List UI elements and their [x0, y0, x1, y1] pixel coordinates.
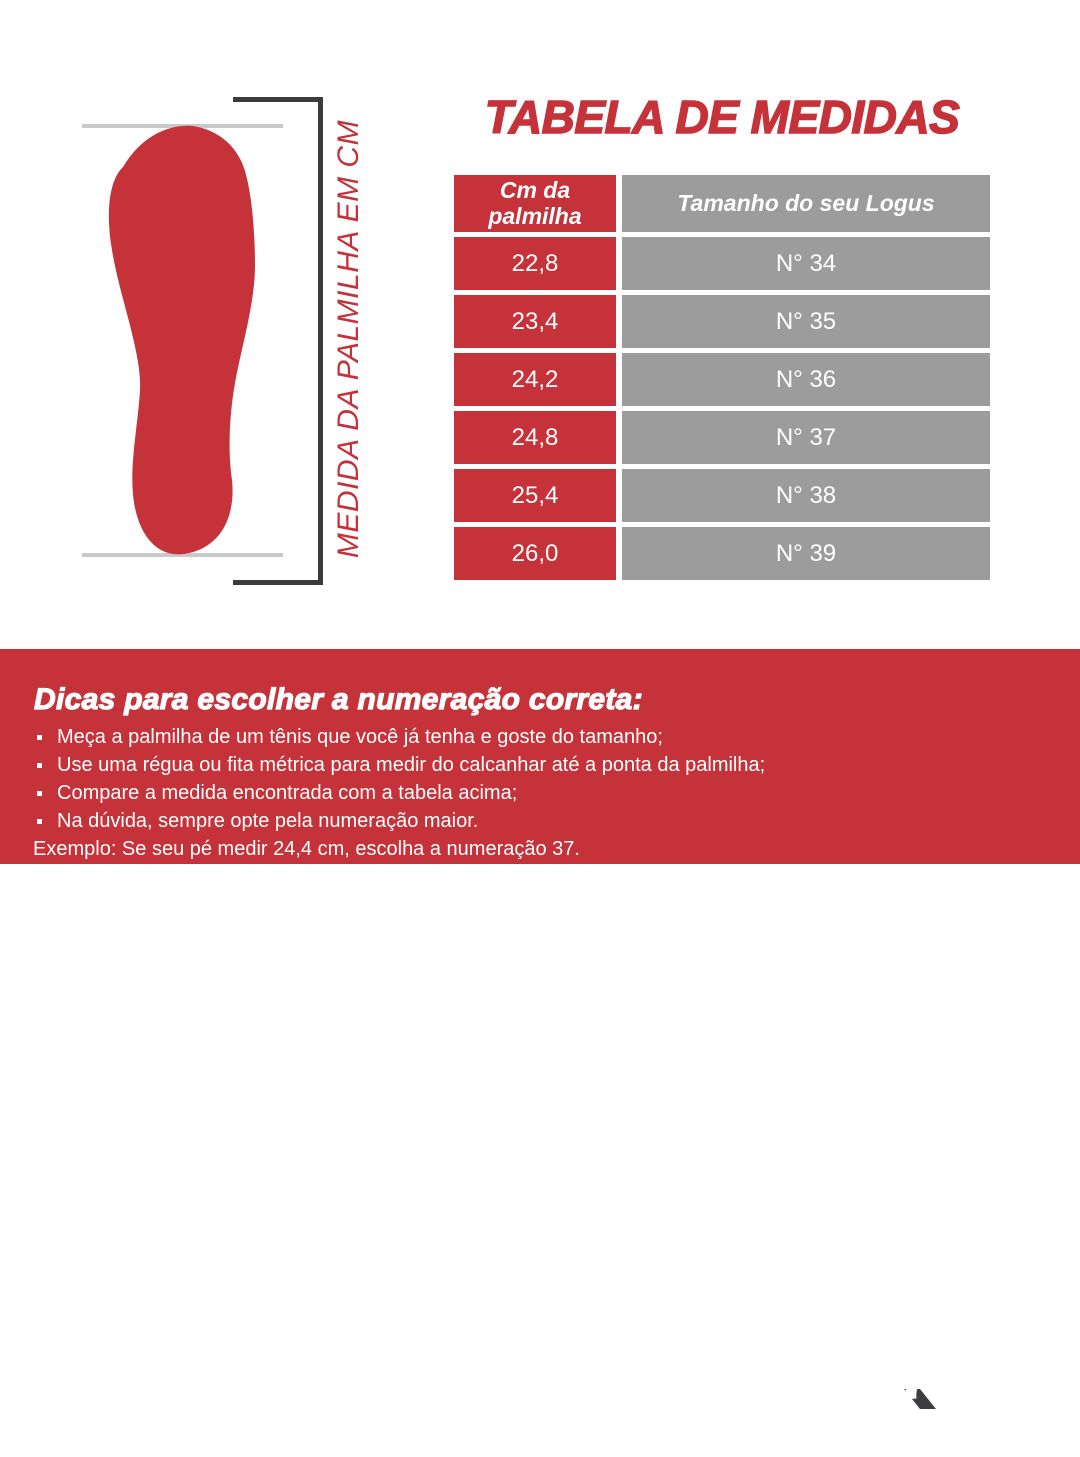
example-line: Exemplo: Se seu pé medir 24,4 cm, escolha a numeração 37.	[33, 838, 580, 860]
tip-text: Use uma régua ou fita métrica para medir do calcanhar até a ponta da palmilha;	[57, 754, 766, 776]
bullet-square-icon	[37, 819, 42, 824]
header-insole-cm: Cm da palmilha	[454, 175, 616, 232]
size-table	[454, 175, 990, 580]
insole-cm-cell: 23,4	[454, 295, 616, 348]
tip-text: Compare a medida encontrada com a tabela acima;	[57, 782, 518, 804]
tip-item	[37, 726, 1080, 749]
page-title: TABELA DE MEDIDAS	[484, 91, 960, 143]
tip-item	[37, 810, 1080, 833]
logus-wordmark: Logus	[857, 1409, 993, 1456]
table-row	[454, 411, 990, 464]
tips-list	[37, 726, 1080, 833]
tip-item	[37, 754, 1080, 777]
size-cell: N° 37	[622, 411, 990, 464]
bullet-square-icon	[37, 763, 42, 768]
bullet-square-icon	[37, 791, 42, 796]
size-cell: N° 36	[622, 353, 990, 406]
table-row	[454, 527, 990, 580]
insole-cm-cell: 26,0	[454, 527, 616, 580]
table-row	[454, 353, 990, 406]
size-cell: N° 35	[622, 295, 990, 348]
tip-text: Meça a palmilha de um tênis que você já tenha e goste do tamanho;	[57, 726, 663, 748]
table-row	[454, 295, 990, 348]
size-cell: N° 39	[622, 527, 990, 580]
size-cell: N° 34	[622, 237, 990, 290]
table-header-row	[454, 175, 990, 232]
insole-cm-cell: 24,2	[454, 353, 616, 406]
insole-length-label: MEDIDA DA PALMILHA EM CM	[332, 119, 365, 559]
insole-cm-cell: 25,4	[454, 469, 616, 522]
measure-bracket	[233, 97, 323, 585]
logus-logo	[835, 1359, 1015, 1457]
tips-band	[0, 649, 1080, 1456]
tip-item	[37, 782, 1080, 805]
header-logus-size: Tamanho do seu Logus	[622, 175, 990, 232]
logus-mark-icon	[898, 1359, 952, 1411]
tip-text: Na dúvida, sempre opte pela numeração maior.	[57, 810, 479, 832]
bullet-square-icon	[37, 735, 42, 740]
insole-cm-cell: 24,8	[454, 411, 616, 464]
table-row	[454, 469, 990, 522]
table-row	[454, 237, 990, 290]
insole-cm-cell: 22,8	[454, 237, 616, 290]
tips-heading: Dicas para escolher a numeração correta:	[34, 683, 643, 716]
size-cell: N° 38	[622, 469, 990, 522]
